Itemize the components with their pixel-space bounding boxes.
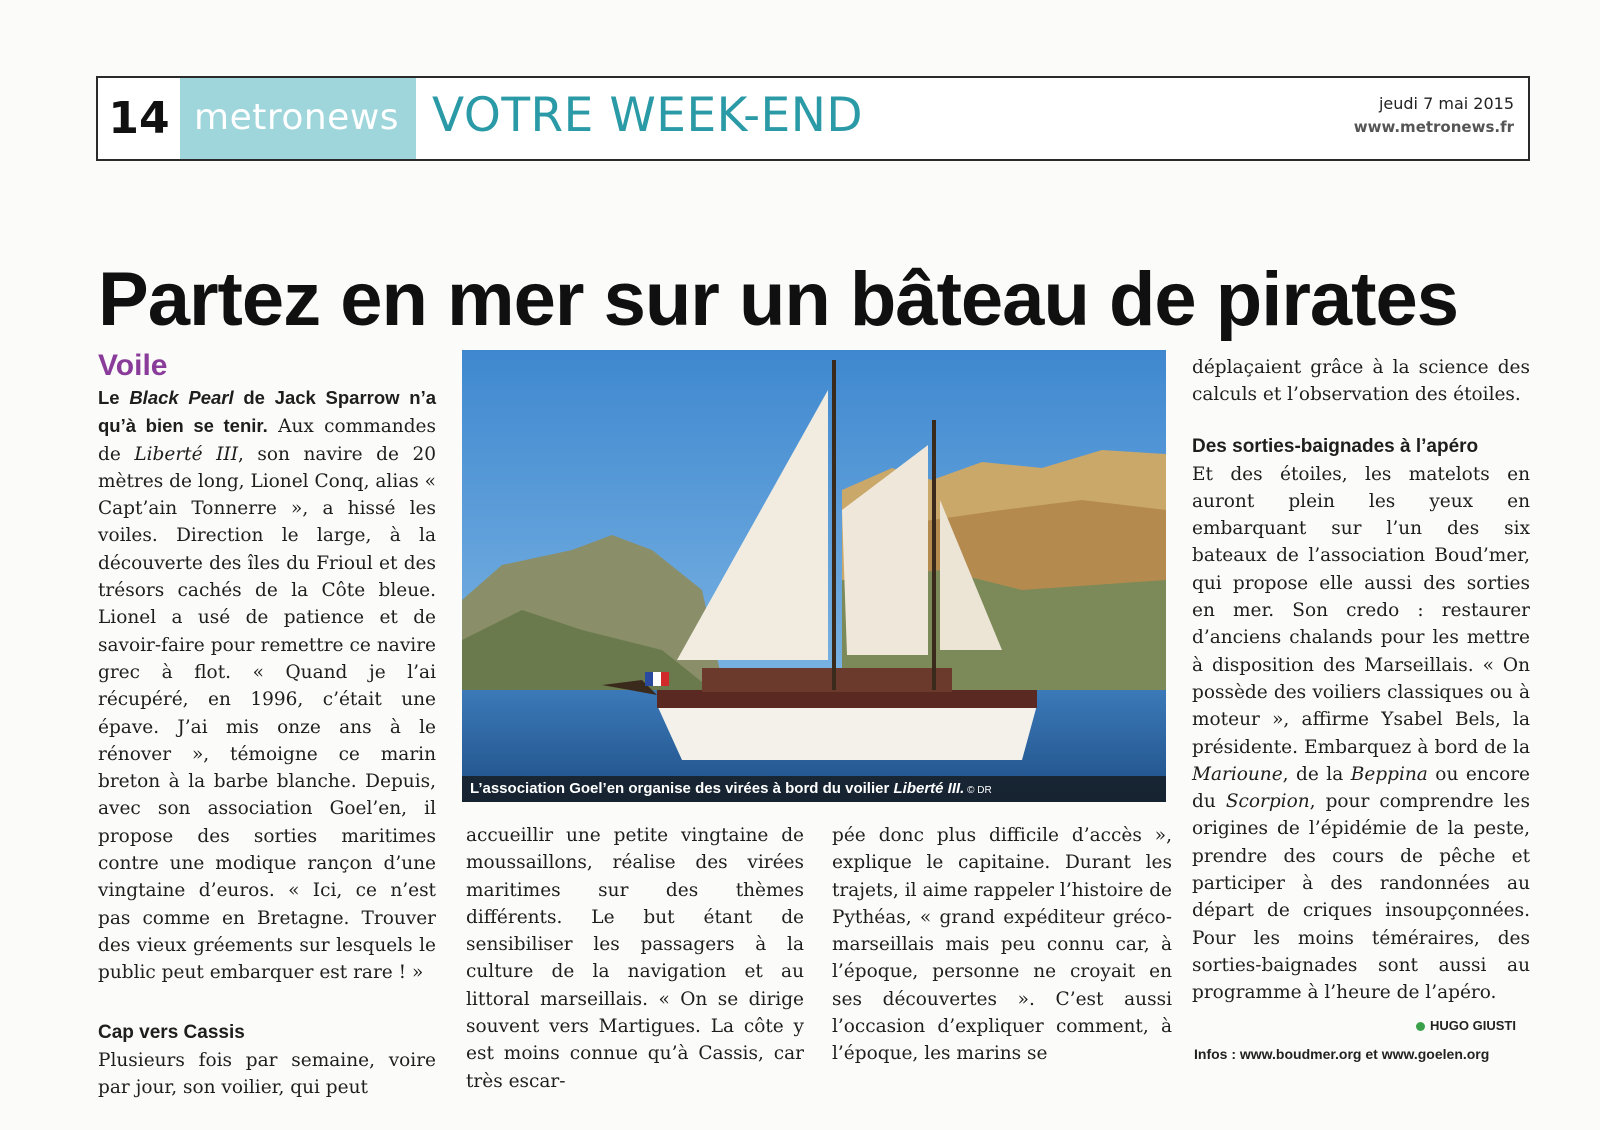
article-paragraph-2-part-2: accueillir une petite vingtaine de moussaillons, réalise des virées maritimes sur des thèmes différents. Le but étant de sensibiliser les passagers à la culture de la navigation et au littoral marseillais. « On se dirige souvent vers Martigues. La côte y est moins connue qu’à Cassis, car très escar- bbox=[466, 825, 804, 1092]
page-header bbox=[96, 76, 1530, 161]
author-name: HUGO GIUSTI bbox=[1430, 1018, 1516, 1033]
article-paragraph-2-part-1: Plusieurs fois par semaine, voire par jour, son voilier, qui peut bbox=[98, 1049, 436, 1098]
photo-caption: L’association Goel’en organise des virées à bord du voilier Liberté III. © DR bbox=[462, 776, 1166, 802]
article-paragraph-1: Le Black Pearl de Jack Sparrow n’a qu’à bien se tenir. Aux commandes de Liberté III, son navire de 20 mètres de long, Lionel Conq, alias « Capt’ain Tonnerre », a hissé les voiles. Direction le large, à la découverte des îles du Frioul et des trésors cachés de la Côte bleue. Lionel a usé de patience et de savoir-faire pour remettre ce navire grec à flot. « Quand je l’ai récupéré, en 1996, c’était une épave. J’ai mis onze ans à le rénover », témoigne ce marin breton à la barbe blanche. Depuis, avec son association Goel’en, il propose des sorties maritimes contre une modique rançon d’une vingtaine d’euros. « Ici, ce n’est pas comme en Bretagne. Trouver des vieux gréements sur lesquels le public peut embarquer est rare ! » bbox=[98, 387, 437, 984]
infos-links: Infos : www.boudmer.org et www.goelen.org bbox=[1194, 1046, 1490, 1062]
sailboat-photo bbox=[462, 350, 1166, 802]
article-paragraph-2-part-3: pée donc plus difficile d’accès », explique le capitaine. Durant les trajets, il aime rappeler l’histoire de Pythéas, « grand expéditeur gréco-marseillais mais peu connu car, à l’époque, personne ne croyait en ses découvertes ». C’est aussi l’occasion d’expliquer comment, à l’époque, les marins se bbox=[832, 825, 1172, 1065]
page-number: 14 bbox=[108, 93, 170, 144]
author-byline bbox=[1416, 1018, 1516, 1033]
article-column-3 bbox=[832, 822, 1172, 1068]
article-paragraph-3: Et des étoiles, les matelots en auront plein les yeux en embarquant sur l’un des six bateaux de l’association Boud’mer, qui propose elle aussi des sorties en mer. Son credo : restaurer d’anciens chalands pour les mettre à disposition des Marseillais. « On possède des voiliers classiques ou à moteur », affirme Ysabel Bels, la présidente. Embarquez à bord de la Marioune, de la Beppina ou encore du Scorpion, pour comprendre les origines de l’épidémie de la peste, prendre des cours de pêche et participer à des randonnées au départ de criques insoupçonnées. Pour les moins téméraires, des sorties-baignades sont aussi au programme à l’heure de l’apéro. bbox=[1192, 463, 1531, 1004]
brand-logo: metronews bbox=[194, 97, 400, 138]
article-column-1 bbox=[98, 348, 436, 1101]
section-title: VOTRE WEEK-END bbox=[432, 88, 864, 143]
lead-text: Le Black Pearl de Jack Sparrow n’a qu’à bien se tenir. bbox=[98, 387, 436, 437]
article-kicker: Voile bbox=[98, 349, 168, 382]
article-column-2 bbox=[466, 822, 804, 1095]
subhead-cap-vers-cassis: Cap vers Cassis bbox=[98, 1021, 245, 1043]
article-photo bbox=[462, 350, 1166, 802]
author-dot-icon bbox=[1416, 1022, 1425, 1031]
article-headline: Partez en mer sur un bâteau de pirates bbox=[98, 257, 1459, 342]
article-column-4 bbox=[1192, 354, 1530, 1007]
issue-date: jeudi 7 mai 2015 bbox=[1378, 94, 1514, 113]
website-link[interactable]: www.metronews.fr bbox=[1353, 118, 1514, 136]
article-paragraph-2-part-4: déplaçaient grâce à la science des calculs et l’observation des étoiles. bbox=[1192, 357, 1530, 406]
subhead-sorties-baignades: Des sorties-baignades à l’apéro bbox=[1192, 435, 1479, 457]
brand-logo-box bbox=[180, 78, 416, 159]
